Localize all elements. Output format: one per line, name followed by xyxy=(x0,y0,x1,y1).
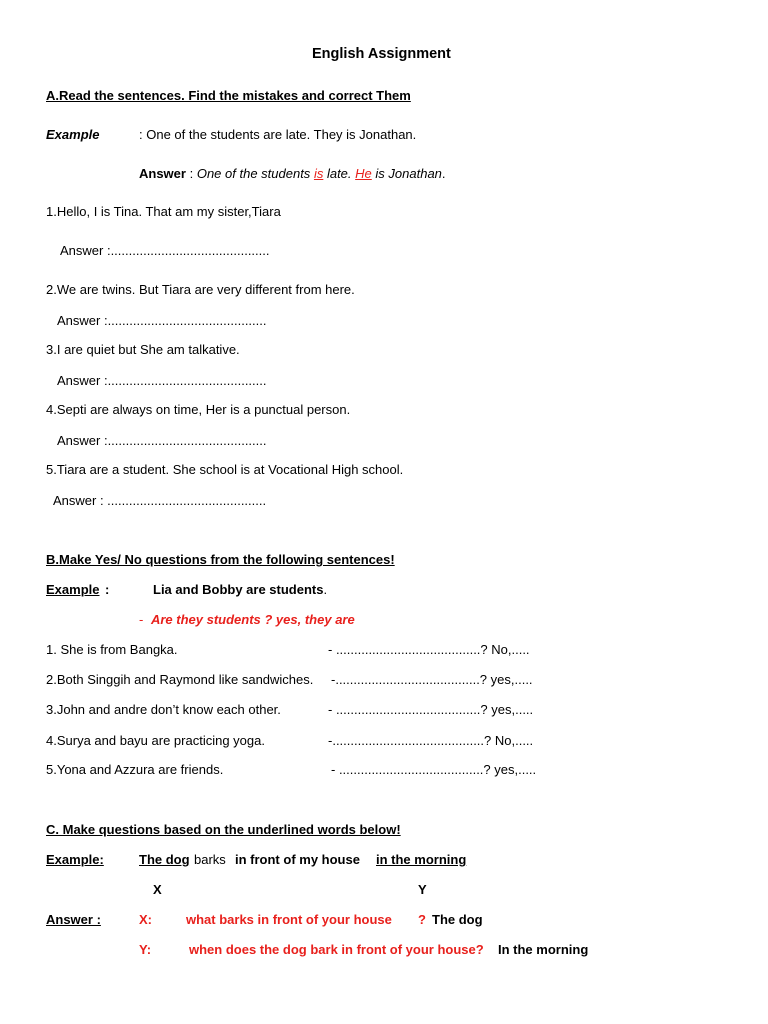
example-sentence: Lia and Bobby are students xyxy=(153,582,324,597)
section-b-question-5: 5.Yona and Azzura are friends. xyxy=(46,762,224,777)
section-a-example-label: Example xyxy=(46,127,100,142)
section-b-blank-5: - ........................................? yes,..... xyxy=(331,762,537,777)
section-c-answer-x-qmark: ? xyxy=(418,912,426,927)
section-c-mark-y: Y xyxy=(418,882,427,897)
section-b-question-2: 2.Both Singgih and Raymond like sandwiches. xyxy=(46,672,314,687)
answer-correction-2: He xyxy=(355,166,372,181)
section-a-answer-1: Answer :............................................ xyxy=(60,243,270,258)
section-a-answer-4: Answer :............................................ xyxy=(57,433,267,448)
section-a-item-2: 2.We are twins. But Tiara are very different from here. xyxy=(46,282,355,297)
section-b-question-4: 4.Surya and bayu are practicing yoga. xyxy=(46,733,265,748)
section-c-answer-x-answer: The dog xyxy=(432,912,483,927)
section-b-blank-4: -..........................................? No,..... xyxy=(328,733,534,748)
section-b-question-1: 1. She is from Bangka. xyxy=(46,642,178,657)
section-b-example-colon: : xyxy=(105,582,110,597)
section-b-example-sentence xyxy=(153,582,327,598)
section-c-example-place: in front of my house xyxy=(235,852,360,867)
answer-dash: - xyxy=(139,612,144,627)
page-title: English Assignment xyxy=(312,46,451,62)
answer-part-3: is Jonathan xyxy=(375,166,442,181)
section-a-answer-3: Answer :............................................ xyxy=(57,373,267,388)
section-c-example-time: in the morning xyxy=(376,852,467,867)
section-c-answer-x-label: X: xyxy=(139,912,152,927)
answer-correction-1: is xyxy=(313,166,324,181)
section-c-example-label: Example: xyxy=(46,852,104,867)
example-sentence-end: . xyxy=(323,582,328,597)
section-c-example-verb: barks xyxy=(194,852,226,867)
section-a-answer-2: Answer :............................................ xyxy=(57,313,267,328)
section-b-example-answer xyxy=(139,612,355,628)
section-c-answer-y-label: Y: xyxy=(139,942,152,957)
section-a-example-answer xyxy=(139,166,446,182)
section-c-mark-x: X xyxy=(153,882,162,897)
answer-label: Answer xyxy=(139,166,186,181)
section-b-blank-1: - ........................................? No,..... xyxy=(328,642,530,657)
section-c-answer-x-question: what barks in front of your house xyxy=(186,912,392,927)
section-a-item-1: 1.Hello, I is Tina. That am my sister,Tiara xyxy=(46,204,281,219)
section-a-example-sentence: : One of the students are late. They is Jonathan. xyxy=(139,127,417,142)
section-b-example-label: Example xyxy=(46,582,100,597)
section-c-heading: C. Make questions based on the underlined words below! xyxy=(46,822,401,837)
section-a-item-5: 5.Tiara are a student. She school is at Vocational High school. xyxy=(46,462,404,477)
section-a-item-3: 3.I are quiet but She am talkative. xyxy=(46,342,240,357)
answer-end: . xyxy=(441,166,446,181)
section-c-answer-y-question: when does the dog bark in front of your house? xyxy=(189,942,484,957)
section-b-blank-3: - ........................................? yes,..... xyxy=(328,702,534,717)
answer-part-2: late. xyxy=(326,166,352,181)
answer-separator: : xyxy=(189,166,194,181)
section-c-answer-y-answer: In the morning xyxy=(498,942,589,957)
section-a-heading: A.Read the sentences. Find the mistakes and correct Them xyxy=(46,88,411,103)
section-a-answer-5: Answer : ............................................ xyxy=(53,493,267,508)
section-a-item-4: 4.Septi are always on time, Her is a punctual person. xyxy=(46,402,351,417)
section-c-example-subject: The dog xyxy=(139,852,190,867)
section-b-question-3: 3.John and andre don’t know each other. xyxy=(46,702,281,717)
section-b-heading: B.Make Yes/ No questions from the following sentences! xyxy=(46,552,395,567)
section-c-answer-label: Answer : xyxy=(46,912,101,927)
section-b-blank-2: -........................................? yes,..... xyxy=(331,672,533,687)
answer-part-1: One of the students xyxy=(196,166,311,181)
answer-text: Are they students ? yes, they are xyxy=(150,612,355,627)
